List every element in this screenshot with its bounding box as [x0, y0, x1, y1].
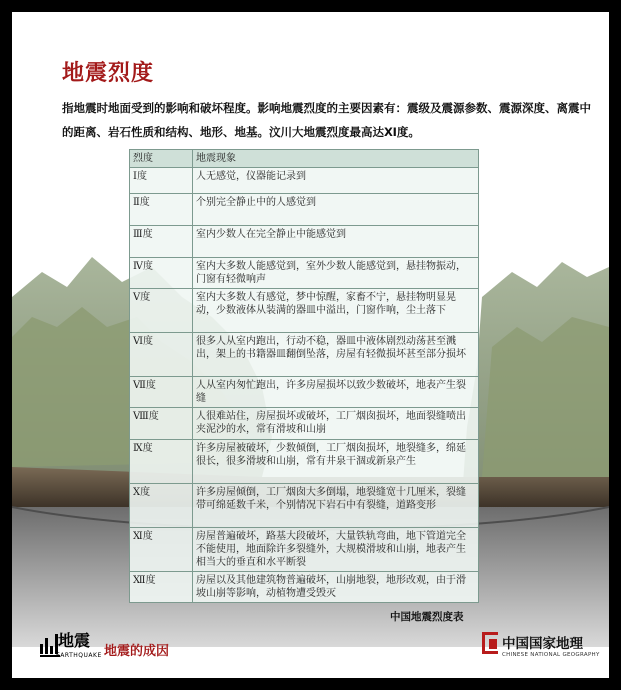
- intensity-level: Ⅸ度: [130, 440, 193, 484]
- intensity-description: 房屋普遍破坏，路基大段破坏，大量铁轨弯曲，地下管道完全不能使用，地面除许多裂缝外，大规模滑坡和山崩，地表产生相当大的垂直和水平断裂: [193, 528, 479, 572]
- intensity-level: Ⅲ度: [130, 226, 193, 258]
- table-row: [130, 484, 479, 528]
- table-row: [130, 226, 479, 258]
- intensity-description: 许多房屋被破坏，少数倾倒，工厂烟囱损坏，地裂缝多，绵延很长，很多滑坡和山崩，常有井泉干涸或新泉产生: [193, 440, 479, 484]
- intensity-table: [129, 149, 479, 603]
- intensity-description: 人从室内匆忙跑出，许多房屋损坏以致少数破坏，地表产生裂缝: [193, 377, 479, 408]
- logo-title: 地震: [58, 631, 91, 650]
- intensity-level: Ⅱ度: [130, 194, 193, 226]
- intensity-description: 人很难站住，房屋损坏或破坏，工厂烟囱损坏，地面裂缝喷出夹泥沙的水，常有滑坡和山崩: [193, 408, 479, 440]
- table-row: [130, 440, 479, 484]
- table-row: [130, 194, 479, 226]
- intro-paragraph: 指地震时地面受到的影响和破坏程度。影响地震烈度的主要因素有：震级及震源参数、震源深度、离震中的距离、岩石性质和结构、地形、地基。汶川大地震烈度最高达Ⅺ度。: [62, 101, 591, 139]
- intensity-level: Ⅵ度: [130, 333, 193, 377]
- table-caption: 中国地震烈度表: [390, 611, 464, 623]
- page-title: 地震烈度: [62, 61, 155, 86]
- intensity-description: 很多人从室内跑出，行动不稳，器皿中液体剧烈动荡甚至溅出，架上的书籍器皿翻倒坠落，房屋有轻微损坏甚至部分损坏: [193, 333, 479, 377]
- next-section-link[interactable]: 地震的成因: [104, 644, 170, 659]
- table-header-row: [130, 150, 479, 168]
- intensity-description: 室内少数人在完全静止中能感觉到: [193, 226, 479, 258]
- intensity-description: 人无感觉，仪器能记录到: [193, 168, 479, 194]
- intensity-level: Ⅷ度: [130, 408, 193, 440]
- intensity-level: Ⅳ度: [130, 258, 193, 289]
- intensity-description: 室内大多数人有感觉，梦中惊醒，家畜不宁，悬挂物明显晃动，少数液体从装满的器皿中溢出，门窗作响，尘土落下: [193, 289, 479, 333]
- table-row: [130, 168, 479, 194]
- intensity-description: 室内大多数人能感觉到，室外少数人能感觉到，悬挂物振动，门窗有轻微响声: [193, 258, 479, 289]
- intensity-level: Ⅰ度: [130, 168, 193, 194]
- intensity-level: Ⅶ度: [130, 377, 193, 408]
- earthquake-logo: [40, 628, 110, 664]
- publisher-logo: [482, 632, 602, 666]
- intensity-description: 许多房屋倾倒，工厂烟囱大多倒塌，地裂缝宽十几厘米，裂缝带可绵延数千米，个别情况下岩石中有裂缝，道路变形: [193, 484, 479, 528]
- intensity-description: 房屋以及其他建筑物普遍破坏，山崩地裂，地形改观，由于滑坡山崩等影响，动植物遭受毁灭: [193, 572, 479, 603]
- brand-name: 中国国家地理: [502, 636, 583, 652]
- table-row: [130, 333, 479, 377]
- poster-page: [12, 12, 609, 678]
- table-row: [130, 377, 479, 408]
- table-row: [130, 258, 479, 289]
- intensity-description: 个别完全静止中的人感觉到: [193, 194, 479, 226]
- table-row: [130, 528, 479, 572]
- column-header-phenomena: 地震现象: [193, 150, 479, 168]
- table-row: [130, 572, 479, 603]
- intensity-level: Ⅻ度: [130, 572, 193, 603]
- logo-subtitle: EARTHQUAKE: [56, 652, 102, 659]
- brand-mark-icon: [482, 632, 498, 654]
- intensity-level: Ⅺ度: [130, 528, 193, 572]
- table-row: [130, 408, 479, 440]
- column-header-intensity: 烈度: [130, 150, 193, 168]
- table-row: [130, 289, 479, 333]
- intensity-level: Ⅹ度: [130, 484, 193, 528]
- intensity-level: Ⅴ度: [130, 289, 193, 333]
- brand-subtitle: CHINESE NATIONAL GEOGRAPHY: [502, 652, 600, 658]
